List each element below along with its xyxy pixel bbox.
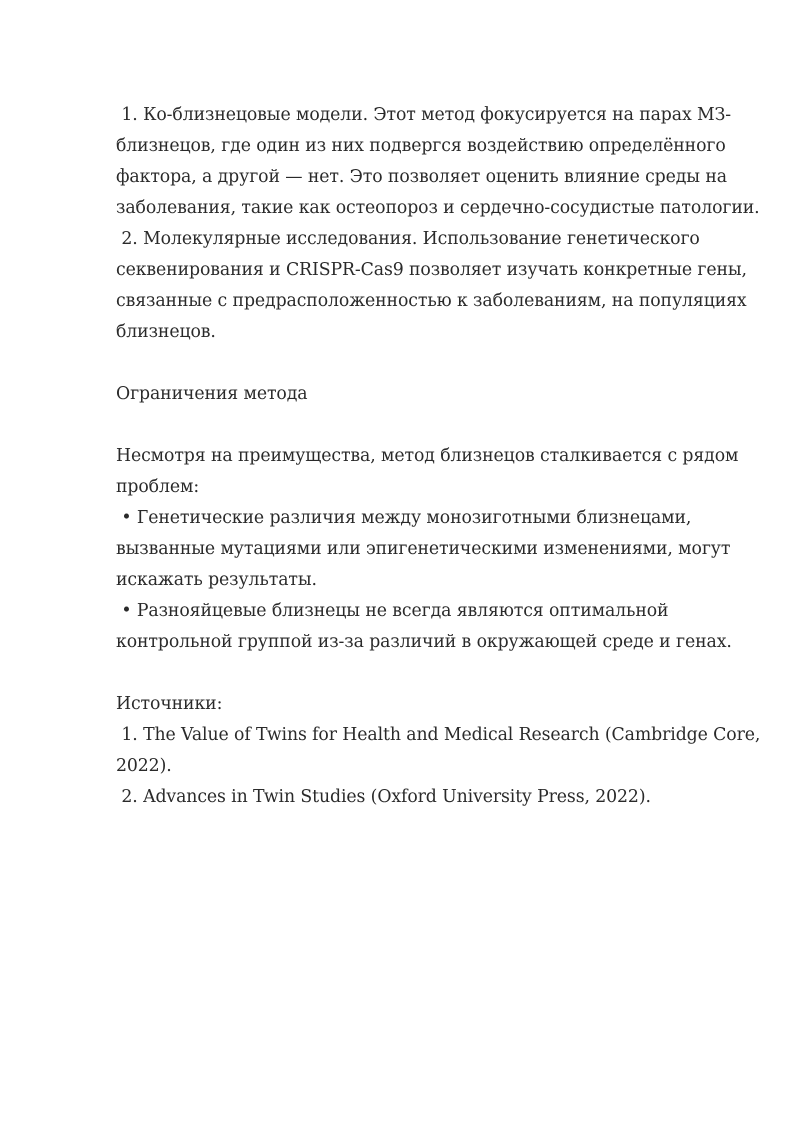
document-page xyxy=(116,100,761,813)
limitations-line: Несмотря на преимущества, метод близнецов сталкивается с рядом xyxy=(116,446,739,466)
methods-line: 2. Молекулярные исследования. Использование генетического xyxy=(116,229,700,249)
limitations-heading: Ограничения метода xyxy=(116,384,308,404)
sources-heading: Источники: xyxy=(116,694,223,714)
methods-line: 1. Ко-близнецовые модели. Этот метод фокусируется на парах МЗ- xyxy=(116,105,732,125)
methods-list xyxy=(116,100,760,348)
methods-line: секвенирования и CRISPR-Cas9 позволяет изучать конкретные гены, xyxy=(116,260,747,280)
limitations-line: искажать результаты. xyxy=(116,570,317,590)
source-line: 2022). xyxy=(116,756,172,776)
methods-line: фактора, а другой — нет. Это позволяет оценить влияние среды на xyxy=(116,167,727,187)
paragraph-gap xyxy=(116,658,736,689)
limitations-line: проблем: xyxy=(116,477,200,497)
limitations-line: • Генетические различия между монозиготными близнецами, xyxy=(116,508,692,528)
source-line: 1. The Value of Twins for Health and Medical Research (Cambridge Core, xyxy=(116,725,761,745)
paragraph-gap xyxy=(116,410,736,441)
sources-list xyxy=(116,720,761,813)
limitations-line: вызванные мутациями или эпигенетическими изменениями, могут xyxy=(116,539,731,559)
limitations-line: • Разнояйцевые близнецы не всегда являются оптимальной xyxy=(116,601,669,621)
source-line: 2. Advances in Twin Studies (Oxford University Press, 2022). xyxy=(116,787,651,807)
methods-line: близнецов. xyxy=(116,322,216,342)
limitations-section xyxy=(116,441,739,658)
methods-line: связанные с предрасположенностью к заболеваниям, на популяциях xyxy=(116,291,747,311)
methods-line: близнецов, где один из них подвергся воздействию определённого xyxy=(116,136,726,156)
paragraph-gap xyxy=(116,348,736,379)
methods-line: заболевания, такие как остеопороз и сердечно-сосудистые патологии. xyxy=(116,198,760,218)
limitations-line: контрольной группой из-за различий в окружающей среде и генах. xyxy=(116,632,732,652)
